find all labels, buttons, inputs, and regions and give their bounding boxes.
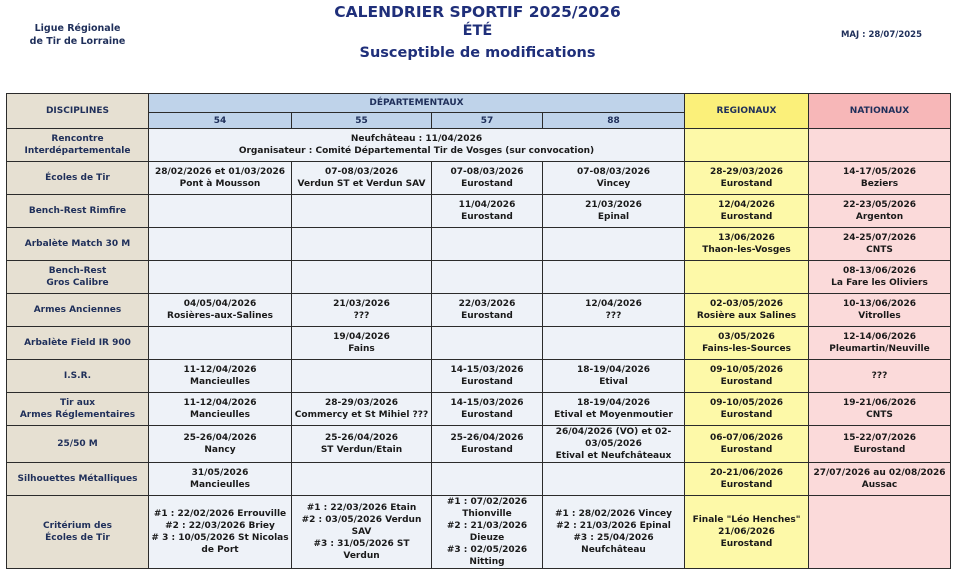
dep-55-cell-line: #2 : 03/05/2026 Verdun SAV — [301, 515, 422, 537]
national-cell-line: 27/07/2026 au 02/08/2026 — [813, 468, 946, 478]
regional-cell-line: 09-10/05/2026 — [710, 398, 783, 408]
dep-55-cell-line: 28-29/03/2026 — [325, 398, 398, 408]
dep-57-cell — [432, 228, 543, 261]
dep-57-cell-line: #1 : 07/02/2026 Thionville — [446, 497, 528, 519]
dep-55-cell-line: Verdun ST et Verdun SAV — [297, 179, 426, 189]
dep-57-cell-line: 25-26/04/2026 — [450, 433, 524, 443]
regional-cell — [685, 496, 809, 569]
dep-55-cell-line: 19/04/2026 — [333, 332, 390, 342]
regional-cell — [685, 195, 809, 228]
regional-cell-line: 09-10/05/2026 — [710, 365, 783, 375]
dep-88-cell-line: #3 : 25/04/2026 Neufchâteau — [573, 533, 654, 555]
discipline-name — [7, 129, 149, 162]
dep-57-header: 57 — [432, 113, 543, 129]
discipline-name — [7, 496, 149, 569]
table-row — [7, 228, 951, 261]
dep-88-cell-line: 26/04/2026 (VO) et 02- — [555, 427, 672, 437]
regional-cell-line: Finale "Léo Henches" — [692, 515, 801, 525]
dep-57-cell — [432, 360, 543, 393]
dep-54-cell-line: # 3 : 10/05/2026 St Nicolas de Port — [151, 533, 289, 555]
national-cell — [809, 261, 951, 294]
dep-55-cell — [292, 327, 432, 360]
discipline-name — [7, 195, 149, 228]
regional-cell-line: 20-21/06/2026 — [710, 468, 783, 478]
national-cell-line: Aussac — [861, 480, 898, 490]
dep-55-cell — [292, 463, 432, 496]
dep-55-cell — [292, 294, 432, 327]
discipline-name — [7, 294, 149, 327]
national-cell-line: 14-17/05/2026 — [843, 167, 916, 177]
dep-55-cell-line: Commercy et St Mihiel ??? — [294, 410, 429, 420]
discipline-name — [7, 463, 149, 496]
table-row — [7, 496, 951, 569]
national-cell-line: Vitrolles — [858, 311, 901, 321]
dep-57-cell-line: Eurostand — [461, 377, 513, 387]
regionaux-header: REGIONAUX — [685, 94, 809, 129]
dep-88-cell — [543, 294, 685, 327]
dep-88-cell-line: Epinal — [597, 212, 630, 222]
calendar-table — [6, 93, 951, 569]
dep-57-cell — [432, 162, 543, 195]
national-cell-line: CNTS — [866, 410, 893, 420]
discipline-name-line: I.S.R. — [63, 371, 92, 381]
regional-cell-line: Fains-les-Sources — [702, 344, 791, 354]
dep-55-cell-line: 25-26/04/2026 — [325, 433, 398, 443]
dep-54-cell — [149, 496, 292, 569]
season-label: ÉTÉ — [462, 23, 493, 39]
dep-54-cell — [149, 327, 292, 360]
dep-57-cell — [432, 195, 543, 228]
regional-cell — [685, 393, 809, 426]
dep-55-cell — [292, 162, 432, 195]
dep-88-header: 88 — [543, 113, 685, 129]
dep-54-cell — [149, 463, 292, 496]
dep-54-cell — [149, 195, 292, 228]
regional-cell-line: Eurostand — [720, 410, 773, 420]
dep-88-cell-line: Etival et Neufchâteaux — [555, 451, 672, 461]
regional-cell-line: 02-03/05/2026 — [710, 299, 783, 309]
dep-88-cell-line: 12/04/2026 — [585, 299, 642, 309]
dep-57-cell — [432, 327, 543, 360]
dep-57-cell-line: Eurostand — [461, 212, 513, 222]
dep-57-cell — [432, 496, 543, 569]
dep-54-cell-line: 28/02/2026 et 01/03/2026 — [154, 167, 286, 177]
departementaux-header: DÉPARTEMENTAUX — [149, 94, 685, 113]
dep-57-cell — [432, 261, 543, 294]
dep-55-cell-line: #1 : 22/03/2026 Etain — [306, 503, 417, 513]
dep-88-cell — [543, 426, 685, 463]
table-row — [7, 294, 951, 327]
national-cell — [809, 496, 951, 569]
dep-88-cell-line: 03/05/2026 — [585, 439, 642, 449]
national-cell-line: ??? — [871, 371, 888, 381]
national-cell — [809, 162, 951, 195]
dep-57-cell-line: Eurostand — [461, 311, 513, 321]
dep-88-cell-line: Vincey — [596, 179, 631, 189]
national-cell — [809, 327, 951, 360]
departmental-merged-cell-line: Organisateur : Comité Départemental Tir de Vosges (sur convocation) — [238, 146, 595, 156]
discipline-name — [7, 393, 149, 426]
dep-88-cell — [543, 261, 685, 294]
national-cell-line: Eurostand — [853, 445, 906, 455]
discipline-name — [7, 426, 149, 463]
update-date: MAJ : 28/07/2025 — [840, 30, 922, 40]
table-row — [7, 463, 951, 496]
league-name-line1: Ligue Régionale — [34, 23, 121, 34]
national-cell — [809, 360, 951, 393]
discipline-name-line: Tir aux — [59, 398, 96, 408]
discipline-name-line: Écoles de Tir — [45, 173, 110, 183]
discipline-name-line: Interdépartementale — [24, 146, 131, 156]
national-cell-line: 10-13/06/2026 — [843, 299, 916, 309]
discipline-name-line: Bench-Rest — [48, 266, 107, 276]
dep-88-cell — [543, 327, 685, 360]
national-cell — [809, 393, 951, 426]
discipline-name — [7, 162, 149, 195]
league-name-line2: de Tir de Lorraine — [29, 36, 126, 47]
dep-88-cell-line: #1 : 28/02/2026 Vincey — [554, 509, 673, 519]
national-cell-line: La Fare les Oliviers — [831, 278, 928, 288]
dep-88-cell-line: 18-19/04/2026 — [577, 398, 650, 408]
national-cell-line: 22-23/05/2026 — [843, 200, 916, 210]
dep-54-cell — [149, 261, 292, 294]
dep-57-cell-line: Eurostand — [461, 179, 513, 189]
dep-57-cell — [432, 393, 543, 426]
regional-cell — [685, 129, 809, 162]
table-row — [7, 360, 951, 393]
dep-54-cell-line: Mancieulles — [190, 480, 250, 490]
national-cell — [809, 426, 951, 463]
dep-54-cell-line: Nancy — [204, 445, 236, 455]
dep-57-cell-line: #3 : 02/05/2026 Nitting — [446, 545, 528, 567]
dep-55-cell-line: Fains — [348, 344, 375, 354]
dep-54-cell — [149, 393, 292, 426]
dep-57-cell-line: 07-08/03/2026 — [450, 167, 524, 177]
dep-55-cell — [292, 228, 432, 261]
regional-cell — [685, 463, 809, 496]
dep-55-cell-line: ST Verdun/Etain — [320, 445, 403, 455]
discipline-name-line: Critérium des — [43, 521, 112, 531]
dep-88-cell-line: 18-19/04/2026 — [577, 365, 650, 375]
table-row — [7, 393, 951, 426]
national-cell — [809, 463, 951, 496]
dep-88-cell-line: 07-08/03/2026 — [577, 167, 650, 177]
regional-cell-line: 03/05/2026 — [718, 332, 775, 342]
dep-54-cell-line: Pont à Mousson — [179, 179, 261, 189]
dep-57-cell-line: 11/04/2026 — [458, 200, 516, 210]
national-cell-line: 19-21/06/2026 — [843, 398, 916, 408]
regional-cell-line: Eurostand — [720, 377, 773, 387]
table-row — [7, 195, 951, 228]
dep-54-cell-line: 04/05/04/2026 — [183, 299, 257, 309]
discipline-name-line: Écoles de Tir — [45, 533, 110, 543]
dep-88-cell — [543, 228, 685, 261]
dep-88-cell — [543, 463, 685, 496]
national-cell-line: 08-13/06/2026 — [843, 266, 916, 276]
dep-54-cell-line: Mancieulles — [190, 377, 250, 387]
national-cell-line: Beziers — [860, 179, 899, 189]
regional-cell — [685, 261, 809, 294]
discipline-name-line: 25/50 M — [57, 439, 98, 449]
dep-57-cell-line: 22/03/2026 — [458, 299, 516, 309]
discipline-name-line: Bench-Rest Rimfire — [28, 206, 127, 216]
regional-cell — [685, 426, 809, 463]
regional-cell-line: 12/04/2026 — [718, 200, 775, 210]
national-cell — [809, 195, 951, 228]
regional-cell-line: 21/06/2026 — [718, 527, 775, 537]
dep-55-cell-line: 07-08/03/2026 — [325, 167, 398, 177]
dep-55-header: 55 — [292, 113, 432, 129]
regional-cell — [685, 294, 809, 327]
table-row — [7, 162, 951, 195]
dep-55-cell — [292, 261, 432, 294]
table-row — [7, 129, 951, 162]
dep-88-cell-line: 21/03/2026 — [585, 200, 642, 210]
discipline-name-line: Arbalète Field IR 900 — [24, 338, 131, 348]
regional-cell-line: 28-29/03/2026 — [710, 167, 783, 177]
dep-54-cell-line: Mancieulles — [190, 410, 250, 420]
regional-cell-line: Eurostand — [720, 480, 773, 490]
dep-55-cell — [292, 496, 432, 569]
dep-57-cell-line: Eurostand — [461, 410, 513, 420]
dep-54-cell-line: Rosières-aux-Salines — [167, 311, 273, 321]
national-cell-line: Argenton — [855, 212, 904, 222]
discipline-name — [7, 327, 149, 360]
dep-54-header: 54 — [149, 113, 292, 129]
table-row — [7, 426, 951, 463]
dep-88-cell-line: Etival — [599, 377, 628, 387]
dep-57-cell — [432, 294, 543, 327]
dep-88-cell-line: Etival et Moyenmoutier — [554, 410, 673, 420]
regional-cell-line: 13/06/2026 — [718, 233, 775, 243]
discipline-name-line: Armes Anciennes — [33, 305, 122, 315]
table-row — [7, 261, 951, 294]
dep-54-cell — [149, 228, 292, 261]
dep-54-cell — [149, 426, 292, 463]
dep-54-cell — [149, 360, 292, 393]
dep-55-cell-line: #3 : 31/05/2026 ST Verdun — [313, 539, 410, 561]
national-cell — [809, 228, 951, 261]
dep-55-cell — [292, 393, 432, 426]
regional-cell-line: Eurostand — [720, 445, 773, 455]
dep-54-cell-line: 31/05/2026 — [191, 468, 249, 478]
table-row — [7, 327, 951, 360]
discipline-name — [7, 261, 149, 294]
dep-57-cell — [432, 463, 543, 496]
dep-55-cell-line: 21/03/2026 — [333, 299, 390, 309]
regional-cell-line: Eurostand — [720, 212, 773, 222]
national-cell-line: Pleumartin/Neuville — [829, 344, 930, 354]
dep-55-cell — [292, 360, 432, 393]
modification-note: Susceptible de modifications — [359, 45, 596, 61]
dep-88-cell — [543, 360, 685, 393]
dep-54-cell — [149, 294, 292, 327]
national-cell-line: 12-14/06/2026 — [843, 332, 916, 342]
discipline-name-line: Armes Réglementaires — [19, 410, 136, 420]
national-cell — [809, 129, 951, 162]
national-cell — [809, 294, 951, 327]
regional-cell — [685, 162, 809, 195]
dep-57-cell-line: Eurostand — [461, 445, 513, 455]
nationaux-header: NATIONAUX — [809, 94, 951, 129]
departmental-merged-cell — [149, 129, 685, 162]
dep-57-cell-line: 14-15/03/2026 — [450, 365, 524, 375]
dep-54-cell — [149, 162, 292, 195]
regional-cell-line: Eurostand — [720, 539, 773, 549]
dep-55-cell — [292, 426, 432, 463]
dep-88-cell — [543, 195, 685, 228]
discipline-name-line: Rencontre — [51, 134, 104, 144]
discipline-name-line: Arbalète Match 30 M — [24, 239, 131, 249]
regional-cell — [685, 360, 809, 393]
regional-cell — [685, 228, 809, 261]
national-cell-line: 24-25/07/2026 — [843, 233, 916, 243]
discipline-name-line: Silhouettes Métalliques — [17, 474, 138, 484]
dep-57-cell — [432, 426, 543, 463]
regional-cell — [685, 327, 809, 360]
dep-54-cell-line: 11-12/04/2026 — [183, 365, 257, 375]
dep-57-cell-line: #2 : 21/03/2026 Dieuze — [446, 521, 528, 543]
dep-88-cell — [543, 496, 685, 569]
dep-88-cell-line: ??? — [605, 311, 622, 321]
dep-54-cell-line: 25-26/04/2026 — [183, 433, 257, 443]
national-cell-line: CNTS — [866, 245, 893, 255]
dep-54-cell-line: #1 : 22/02/2026 Errouville — [153, 509, 287, 519]
regional-cell-line: Thaon-les-Vosges — [702, 245, 791, 255]
page-title: CALENDRIER SPORTIF 2025/2026 — [334, 3, 621, 21]
header-row-top — [7, 94, 951, 113]
dep-57-cell-line: 14-15/03/2026 — [450, 398, 524, 408]
regional-cell-line: Rosière aux Salines — [696, 311, 797, 321]
regional-cell-line: 06-07/06/2026 — [710, 433, 783, 443]
dep-54-cell-line: #2 : 22/03/2026 Briey — [165, 521, 275, 531]
discipline-name — [7, 360, 149, 393]
dep-55-cell-line: ??? — [353, 311, 370, 321]
dep-55-cell — [292, 195, 432, 228]
league-name — [10, 22, 145, 48]
dep-88-cell — [543, 393, 685, 426]
dep-88-cell — [543, 162, 685, 195]
national-cell-line: 15-22/07/2026 — [843, 433, 916, 443]
disciplines-header: DISCIPLINES — [7, 94, 149, 129]
dep-54-cell-line: 11-12/04/2026 — [183, 398, 257, 408]
discipline-name-line: Gros Calibre — [46, 278, 109, 288]
departmental-merged-cell-line: Neufchâteau : 11/04/2026 — [350, 134, 483, 144]
regional-cell-line: Eurostand — [720, 179, 773, 189]
discipline-name — [7, 228, 149, 261]
dep-88-cell-line: #2 : 21/03/2026 Epinal — [556, 521, 671, 531]
page-header — [250, 3, 705, 64]
